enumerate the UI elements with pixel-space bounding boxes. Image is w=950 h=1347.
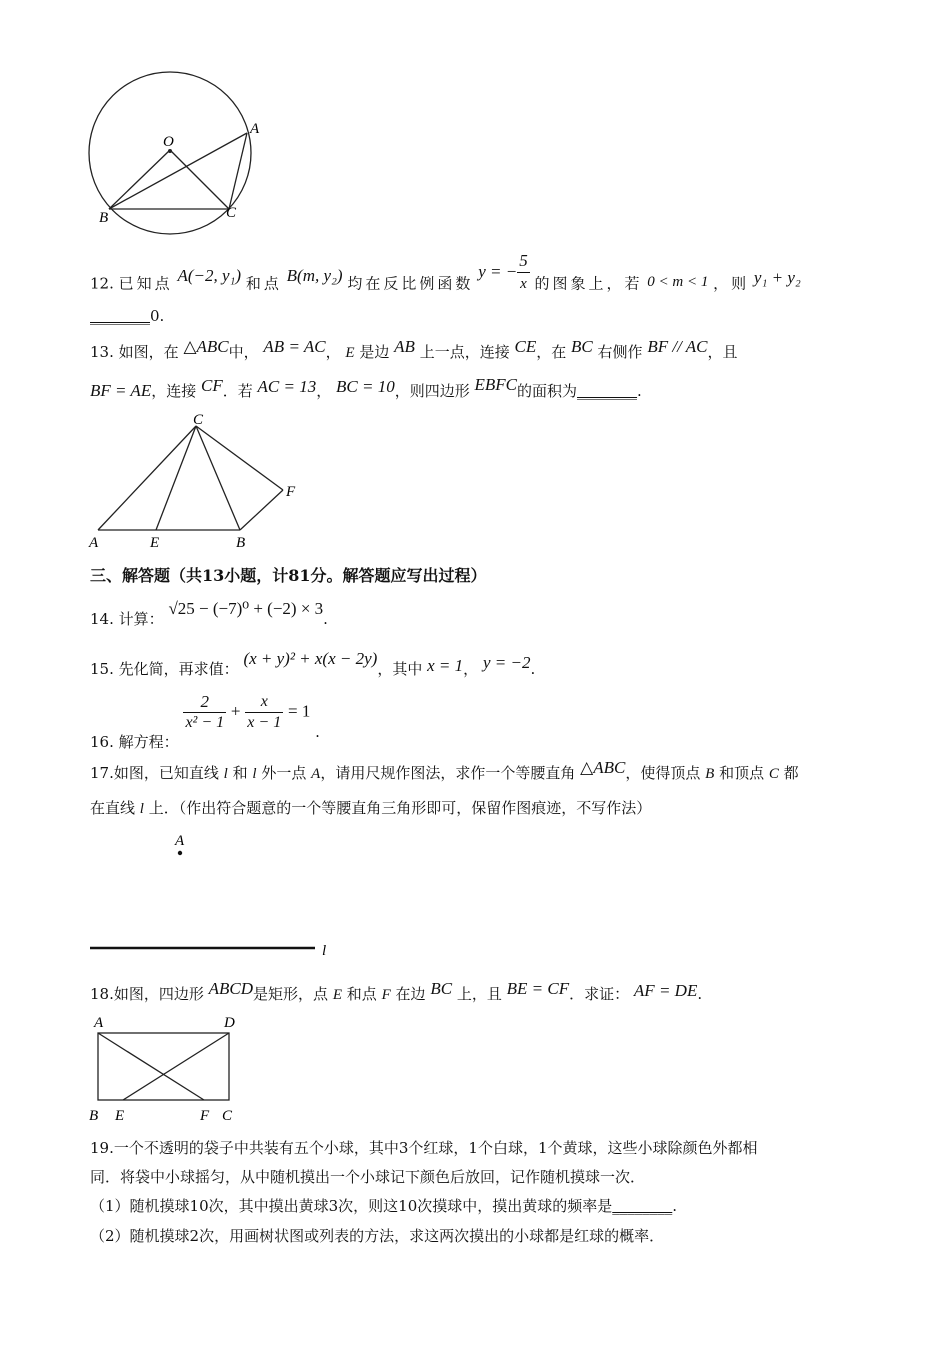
q13-ac-value: AC = 13 [257, 377, 317, 396]
rectangle-abcd [98, 1033, 229, 1100]
q12-expression: y₁ + y₂ [753, 267, 801, 287]
q17-text-1c: 外一点 [261, 764, 307, 782]
q13-text-6: ，在 [536, 343, 567, 361]
q13-number: 13. [90, 343, 114, 361]
label-c: C [222, 1108, 233, 1124]
q15-tail: . [530, 660, 536, 678]
q18-side-bc: BC [430, 979, 453, 998]
q16-number: 16. [90, 732, 114, 751]
q12-number: 12. [90, 274, 114, 293]
q16-tail: . [315, 722, 320, 741]
q13-text-3: ， [325, 343, 341, 361]
q18-equation: BE = CF [506, 979, 570, 998]
q17-text-1g: 都 [783, 764, 799, 782]
q16-fraction-2-denominator: x − 1 [247, 714, 282, 731]
q13-segment-cf: CF [201, 376, 223, 395]
label-b: B [89, 1108, 99, 1124]
question-19-sub-1 [90, 1195, 677, 1217]
q12-point-a: A(−2, y₁) [177, 265, 242, 285]
q13-parallel: BF // AC [647, 337, 708, 356]
section-3-heading: 三、解答题（共13小题，计81分。解答题应写出过程） [90, 566, 487, 585]
label-f: F [200, 1108, 210, 1124]
label-l: l [322, 943, 327, 959]
label-e: E [115, 1108, 125, 1124]
q18-text-2: 是矩形，点 [253, 985, 329, 1003]
q18-point-e: E [332, 987, 343, 1003]
q13-equation-1: AB = AC [263, 337, 326, 356]
q13-text-2: 中， [228, 343, 259, 361]
q13-text-13: 的面积为 [517, 382, 578, 400]
q17-line-l-1: l [223, 766, 228, 782]
q12-function-lhs: y = − [478, 261, 518, 281]
question-19-line-2: 同．将袋中小球摇匀，从中随机摸出一个小球记下颜色后放回，记作随机摸球一次． [90, 1168, 646, 1186]
q18-text-3: 和点 [346, 985, 377, 1003]
q17-number: 17. [90, 764, 114, 782]
q18-text-5: 上，且 [456, 985, 502, 1003]
q15-number: 15. [90, 660, 114, 678]
q13-bc-value: BC = 10 [336, 377, 395, 396]
q12-text-2: 和点 [245, 274, 282, 293]
q13-blank[interactable]: ________ [577, 382, 638, 400]
q19-number: 19. [90, 1139, 114, 1157]
q17-text-1a: 如图，已知直线 [113, 764, 219, 782]
q18-text-6: ．求证： [569, 985, 630, 1003]
q12-condition: 0 < m < 1 [647, 273, 709, 290]
q13-tail: . [637, 382, 642, 400]
q14-tail: . [323, 610, 328, 628]
q13-text-1: 如图，在 [118, 343, 179, 361]
label-a: A [175, 833, 185, 849]
q13-text-9: ，连接 [151, 382, 197, 400]
q16-text: 解方程： [118, 732, 179, 751]
q14-text: 计算： [118, 610, 164, 628]
q15-y-value: y = −2 [482, 653, 531, 672]
q12-text-4: 的图象上，若 [534, 274, 643, 293]
q12-text-3: 均在反比例函数 [347, 274, 474, 293]
q17-line-l-2: l [252, 766, 257, 782]
q17-text-2b: 上．（作出符合题意的一个等腰直角三角形即可，保留作图痕迹，不写作法） [148, 799, 652, 817]
q19-sub-1-tail: . [672, 1197, 678, 1215]
q17-text-2a: 在直线 [90, 799, 136, 817]
q17-text-1d: ，请用尺规作图法，求作一个等腰直角 [320, 764, 576, 782]
q17-point-a: A [311, 766, 321, 782]
q16-fraction-2-numerator: x [245, 692, 283, 713]
q15-x-value: x = 1 [427, 656, 464, 675]
segment-af [98, 1033, 204, 1100]
q17-text-1f: 和顶点 [719, 764, 765, 782]
q13-point-e: E [345, 345, 355, 361]
label-a: A [89, 535, 99, 551]
question-19-line-1 [90, 1137, 758, 1159]
label-e: E [150, 535, 160, 551]
q16-fraction-1-numerator: 2 [183, 692, 226, 713]
q18-prove-statement: AF = DE [633, 981, 698, 1000]
q14-expression: √25 − (−7)⁰ + (−2) × 3 [168, 599, 324, 618]
label-f: F [286, 484, 296, 500]
q17-point-c: C [768, 766, 779, 782]
q16-plus: + [230, 701, 241, 721]
segment-de [123, 1033, 229, 1100]
q15-expression: (x + y)² + x(x − 2y) [243, 649, 378, 668]
q13-text-5: 上一点，连接 [419, 343, 510, 361]
q12-fraction-numerator: 5 [517, 250, 530, 273]
q18-text-4: 在边 [395, 985, 426, 1003]
q13-quadrilateral: EBFC [474, 375, 518, 394]
q12-tail: 0. [150, 307, 165, 325]
q15-text-1: 先化简，再求值： [118, 660, 239, 678]
q13-text-8: ，且 [707, 343, 738, 361]
q17-triangle: △ABC [580, 758, 626, 777]
q13-text-11: ， [316, 382, 332, 400]
label-o: O [163, 134, 174, 150]
question-19-sub-2: （2）随机摸球2次，用画树状图或列表的方法，求这两次摸出的小球都是红球的概率． [90, 1227, 665, 1245]
q18-quadrilateral: ABCD [208, 979, 254, 998]
q13-segment-ce: CE [514, 337, 537, 356]
q18-text-1: 如图，四边形 [113, 985, 204, 1003]
q17-line-l-3: l [139, 801, 144, 817]
label-a: A [94, 1015, 104, 1031]
q18-tail: . [697, 985, 703, 1003]
q13-text-4: 是边 [359, 343, 390, 361]
q19-sub-1-blank[interactable]: ________ [612, 1197, 673, 1215]
label-c: C [226, 205, 237, 221]
q16-fraction-1-denominator: x² − 1 [185, 714, 225, 731]
q14-number: 14. [90, 610, 114, 628]
q12-text-5: ，则 [713, 274, 750, 293]
q17-text-1b: 和 [232, 764, 248, 782]
q12-text-1: 已知点 [118, 274, 173, 293]
q13-side-ab: AB [394, 337, 415, 356]
q13-equation-2: BF = AE [90, 381, 152, 400]
q19-sub-1-text: （1）随机摸球10次，其中摸出黄球3次，则这10次摸球中，摸出黄球的频率是 [90, 1197, 613, 1215]
q13-side-bc: BC [571, 337, 593, 356]
q16-rhs: = 1 [287, 701, 311, 721]
q12-point-b: B(m, y₂) [286, 265, 343, 285]
q13-text-12: ，则四边形 [394, 382, 470, 400]
q18-point-f: F [381, 987, 391, 1003]
q15-text-2: ，其中 [377, 660, 423, 678]
q19-line-1: 一个不透明的袋子中共装有五个小球，其中3个红球，1个白球，1个黄球，这些小球除颜色外都相 [113, 1139, 758, 1157]
q17-point-b: B [705, 766, 715, 782]
label-c: C [193, 412, 204, 428]
q13-text-10: ．若 [222, 382, 253, 400]
q12-fraction-denominator: x [520, 276, 527, 292]
q18-number: 18. [90, 985, 114, 1003]
q15-text-3: ， [463, 660, 479, 678]
q13-triangle: △ABC [183, 337, 229, 356]
label-b: B [236, 535, 246, 551]
label-d: D [224, 1015, 235, 1031]
label-b: B [99, 210, 109, 226]
q17-text-1e: ，使得顶点 [625, 764, 701, 782]
q13-text-7: 右侧作 [597, 343, 643, 361]
label-a: A [250, 121, 260, 137]
q12-blank[interactable]: ________ [90, 307, 150, 325]
